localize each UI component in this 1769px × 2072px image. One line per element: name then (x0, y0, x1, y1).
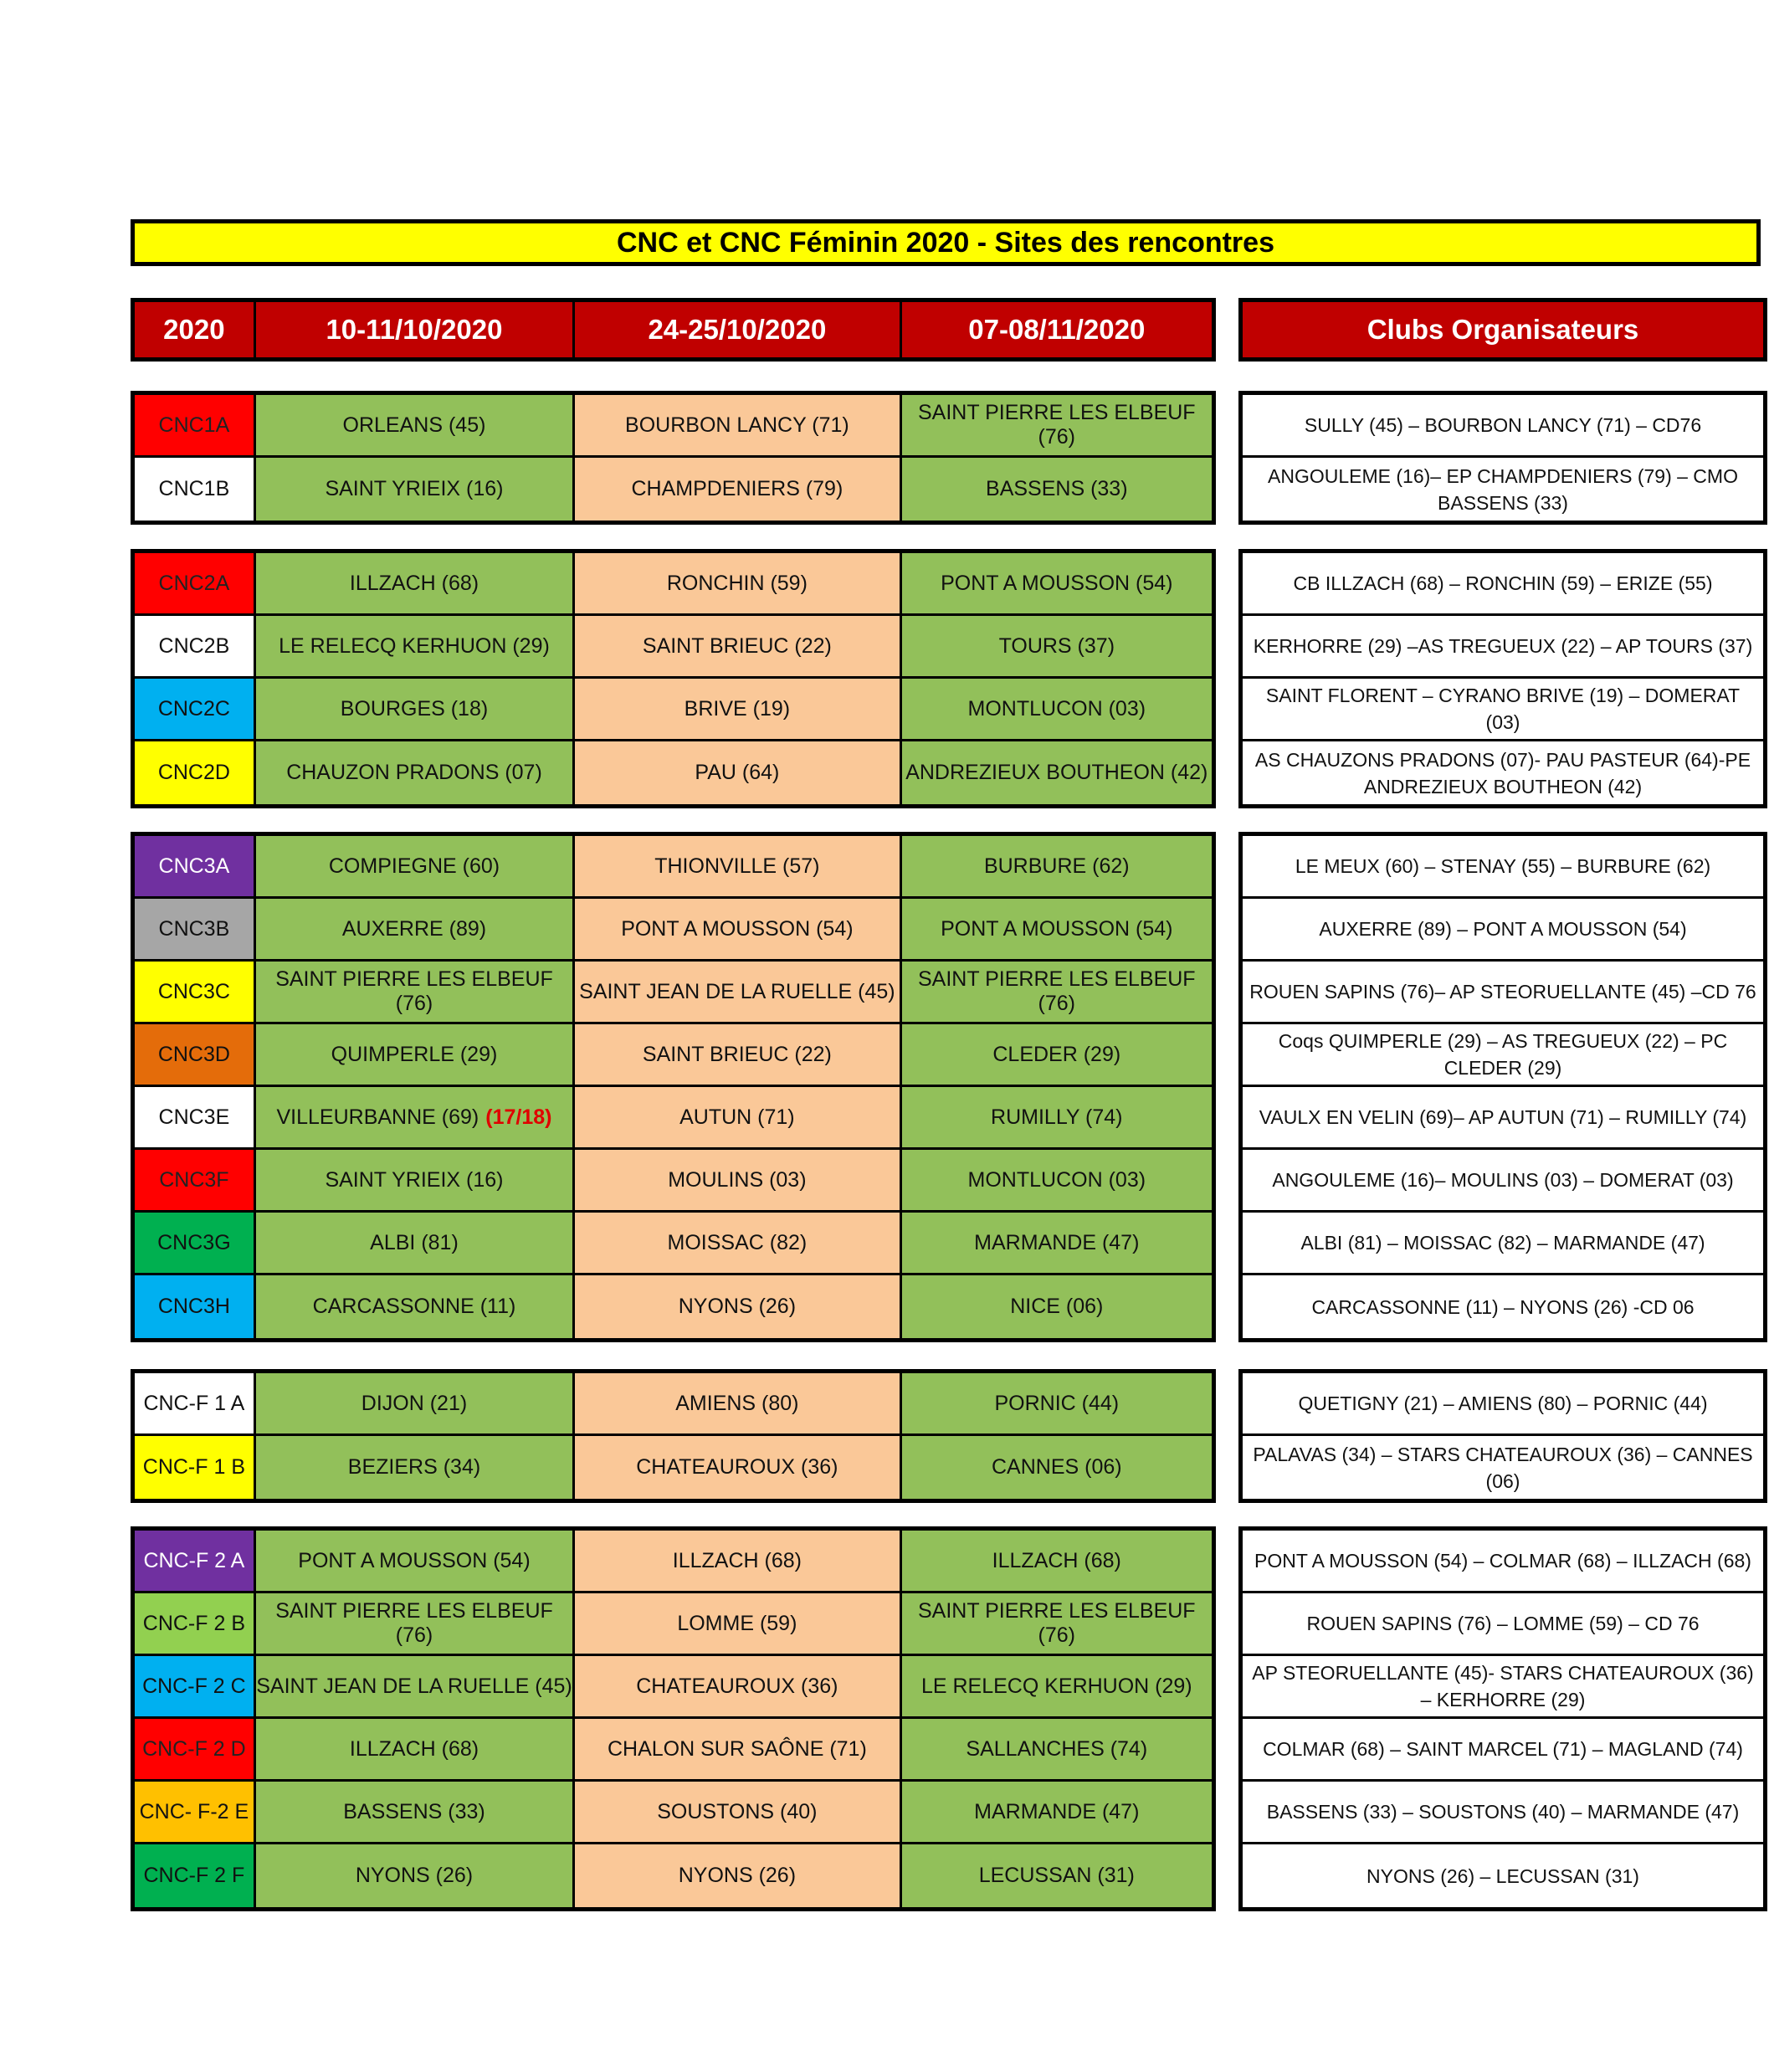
venue-date-3: SAINT PIERRE LES ELBEUF (76) (902, 962, 1212, 1022)
schedule-group (131, 832, 1216, 1342)
venue-date-2: SOUSTONS (40) (575, 1782, 901, 1842)
table-row (135, 836, 1212, 899)
table-row (135, 1782, 1212, 1844)
header-organizers: Clubs Organisateurs (1243, 302, 1763, 357)
organizer-clubs: BASSENS (33) – SOUSTONS (40) – MARMANDE (47) (1243, 1782, 1763, 1842)
organizers-row (1243, 1531, 1763, 1593)
venue-date-2: CHAMPDENIERS (79) (575, 458, 901, 521)
organizers-row (1243, 1373, 1763, 1436)
venue-name: QUIMPERLE (29) (331, 1042, 498, 1066)
organizers-row (1243, 1593, 1763, 1656)
header-year: 2020 (135, 302, 256, 357)
organizers-row (1243, 1436, 1763, 1499)
table-row (135, 1024, 1212, 1087)
header-date-1: 10-11/10/2020 (256, 302, 575, 357)
venue-name: BOURGES (18) (340, 696, 489, 721)
organizers-header (1238, 298, 1767, 362)
venue-name: SAINT JEAN DE LA RUELLE (45) (256, 1674, 572, 1698)
organizers-row (1243, 1150, 1763, 1213)
venue-date-3: ILLZACH (68) (902, 1531, 1212, 1591)
header-date-3: 07-08/11/2020 (902, 302, 1212, 357)
venue-date-2: PAU (64) (575, 741, 901, 804)
venue-date-1 (256, 836, 575, 896)
organizer-clubs: PONT A MOUSSON (54) – COLMAR (68) – ILLZACH (68) (1243, 1531, 1763, 1591)
organizers-row (1243, 1087, 1763, 1150)
organizer-clubs: CB ILLZACH (68) – RONCHIN (59) – ERIZE (55) (1243, 553, 1763, 613)
division-code: CNC-F 1 A (135, 1373, 256, 1433)
organizer-clubs: KERHORRE (29) –AS TREGUEUX (22) – AP TOURS (37) (1243, 616, 1763, 676)
table-row (135, 1087, 1212, 1150)
page-title: CNC et CNC Féminin 2020 - Sites des rencontres (131, 219, 1761, 266)
venue-date-1 (256, 395, 575, 455)
venue-date-1 (256, 679, 575, 739)
division-code: CNC-F 2 A (135, 1531, 256, 1591)
venue-note: (17/18) (485, 1105, 552, 1129)
venue-date-2: LOMME (59) (575, 1593, 901, 1654)
organizers-row (1243, 836, 1763, 899)
organizer-clubs: SAINT FLORENT – CYRANO BRIVE (19) – DOMERAT (03) (1243, 679, 1763, 739)
organizers-row (1243, 1844, 1763, 1907)
table-row (135, 458, 1212, 521)
division-code: CNC2D (135, 741, 256, 804)
division-code: CNC2B (135, 616, 256, 676)
venue-date-1 (256, 616, 575, 676)
organizer-clubs: AUXERRE (89) – PONT A MOUSSON (54) (1243, 899, 1763, 959)
organizers-row (1243, 1024, 1763, 1087)
organizer-clubs: VAULX EN VELIN (69)– AP AUTUN (71) – RUMILLY (74) (1243, 1087, 1763, 1147)
division-code: CNC3B (135, 899, 256, 959)
table-row (135, 553, 1212, 616)
venue-date-2: NYONS (26) (575, 1275, 901, 1338)
header-date-2: 24-25/10/2020 (575, 302, 901, 357)
division-code: CNC2A (135, 553, 256, 613)
venue-date-1 (256, 899, 575, 959)
venue-date-1 (256, 1087, 575, 1147)
table-row (135, 1213, 1212, 1275)
venue-date-2: ILLZACH (68) (575, 1531, 901, 1591)
venue-date-3: LE RELECQ KERHUON (29) (902, 1656, 1212, 1716)
table-row (135, 1373, 1212, 1436)
organizer-clubs: ALBI (81) – MOISSAC (82) – MARMANDE (47) (1243, 1213, 1763, 1273)
table-row (135, 1275, 1212, 1338)
venue-date-1 (256, 553, 575, 613)
organizers-row (1243, 395, 1763, 458)
venue-date-1 (256, 458, 575, 521)
schedule-group (131, 1526, 1216, 1911)
venue-date-3: BASSENS (33) (902, 458, 1212, 521)
division-code: CNC3F (135, 1150, 256, 1210)
venue-date-1 (256, 1213, 575, 1273)
venue-date-3: LECUSSAN (31) (902, 1844, 1212, 1907)
organizer-clubs: COLMAR (68) – SAINT MARCEL (71) – MAGLAND (74) (1243, 1719, 1763, 1779)
venue-date-3: CLEDER (29) (902, 1024, 1212, 1085)
venue-name: COMPIEGNE (60) (328, 854, 500, 878)
schedule-group (131, 391, 1216, 525)
schedule-header (131, 298, 1216, 362)
venue-name: ORLEANS (45) (342, 413, 486, 437)
venue-date-2: SAINT BRIEUC (22) (575, 1024, 901, 1085)
venue-date-2: CHATEAUROUX (36) (575, 1436, 901, 1499)
organizer-clubs: ANGOULEME (16)– EP CHAMPDENIERS (79) – CMO BASSENS (33) (1243, 458, 1763, 521)
venue-name: NYONS (26) (355, 1864, 474, 1887)
organizers-group (1238, 832, 1767, 1342)
division-code: CNC3G (135, 1213, 256, 1273)
venue-date-3: SAINT PIERRE LES ELBEUF (76) (902, 1593, 1212, 1654)
organizers-row (1243, 1656, 1763, 1719)
venue-date-3: MONTLUCON (03) (902, 679, 1212, 739)
organizers-row (1243, 1213, 1763, 1275)
venue-date-2: SAINT JEAN DE LA RUELLE (45) (575, 962, 901, 1022)
venue-name: SAINT YRIEIX (16) (325, 1167, 504, 1192)
division-code: CNC-F 1 B (135, 1436, 256, 1499)
division-code: CNC2C (135, 679, 256, 739)
table-row (135, 1593, 1212, 1656)
division-code: CNC-F 2 C (135, 1656, 256, 1716)
organizers-row (1243, 616, 1763, 679)
division-code: CNC3A (135, 836, 256, 896)
venue-date-1 (256, 1844, 575, 1907)
organizer-clubs: ROUEN SAPINS (76) – LOMME (59) – CD 76 (1243, 1593, 1763, 1654)
table-row (135, 395, 1212, 458)
organizers-row (1243, 679, 1763, 741)
venue-date-3: BURBURE (62) (902, 836, 1212, 896)
venue-date-3: PORNIC (44) (902, 1373, 1212, 1433)
venue-name: LE RELECQ KERHUON (29) (279, 633, 550, 658)
organizers-row (1243, 1782, 1763, 1844)
venue-name: ALBI (81) (370, 1230, 459, 1254)
table-row (135, 741, 1212, 804)
table-row (135, 1844, 1212, 1907)
venue-date-1 (256, 1593, 575, 1654)
organizer-clubs: PALAVAS (34) – STARS CHATEAUROUX (36) – CANNES (06) (1243, 1436, 1763, 1499)
venue-date-2: BRIVE (19) (575, 679, 901, 739)
organizer-clubs: NYONS (26) – LECUSSAN (31) (1243, 1844, 1763, 1907)
table-row (135, 1150, 1212, 1213)
venue-date-1 (256, 1656, 575, 1716)
venue-date-3: ANDREZIEUX BOUTHEON (42) (902, 741, 1212, 804)
venue-date-3: PONT A MOUSSON (54) (902, 553, 1212, 613)
organizers-group (1238, 1526, 1767, 1911)
venue-date-2: AUTUN (71) (575, 1087, 901, 1147)
table-row (135, 679, 1212, 741)
table-row (135, 1436, 1212, 1499)
organizers-row (1243, 899, 1763, 962)
division-code: CNC1B (135, 458, 256, 521)
venue-name: BASSENS (33) (343, 1799, 485, 1823)
venue-date-1 (256, 741, 575, 804)
venue-date-2: CHATEAUROUX (36) (575, 1656, 901, 1716)
organizers-row (1243, 1719, 1763, 1782)
organizers-row (1243, 1275, 1763, 1338)
venue-name: AUXERRE (89) (341, 916, 487, 941)
venue-date-3: MARMANDE (47) (902, 1782, 1212, 1842)
organizer-clubs: CARCASSONNE (11) – NYONS (26) -CD 06 (1243, 1275, 1763, 1338)
division-code: CNC3H (135, 1275, 256, 1338)
venue-date-1 (256, 962, 575, 1022)
venue-date-2: SAINT BRIEUC (22) (575, 616, 901, 676)
venue-date-2: NYONS (26) (575, 1844, 901, 1907)
organizers-group (1238, 1369, 1767, 1503)
organizer-clubs: ANGOULEME (16)– MOULINS (03) – DOMERAT (03) (1243, 1150, 1763, 1210)
organizer-clubs: Coqs QUIMPERLE (29) – AS TREGUEUX (22) – PC CLEDER (29) (1243, 1024, 1763, 1085)
table-row (135, 962, 1212, 1024)
venue-name: CHAUZON PRADONS (07) (286, 761, 542, 784)
organizer-clubs: AP STEORUELLANTE (45)- STARS CHATEAUROUX (36) – KERHORRE (29) (1243, 1656, 1763, 1716)
venue-date-3: MARMANDE (47) (902, 1213, 1212, 1273)
venue-date-3: NICE (06) (902, 1275, 1212, 1338)
schedule-group (131, 1369, 1216, 1503)
venue-date-2: RONCHIN (59) (575, 553, 901, 613)
venue-name: PONT A MOUSSON (54) (298, 1548, 531, 1572)
venue-name: ILLZACH (68) (349, 571, 479, 595)
organizers-row (1243, 458, 1763, 521)
division-code: CNC-F 2 B (135, 1593, 256, 1654)
organizer-clubs: QUETIGNY (21) – AMIENS (80) – PORNIC (44) (1243, 1373, 1763, 1433)
venue-name: SAINT PIERRE LES ELBEUF (76) (275, 1599, 553, 1647)
division-code: CNC3D (135, 1024, 256, 1085)
venue-date-3: PONT A MOUSSON (54) (902, 899, 1212, 959)
venue-date-3: RUMILLY (74) (902, 1087, 1212, 1147)
table-row (135, 616, 1212, 679)
table-row (135, 899, 1212, 962)
division-code: CNC3C (135, 962, 256, 1022)
organizer-clubs: LE MEUX (60) – STENAY (55) – BURBURE (62) (1243, 836, 1763, 896)
venue-name: SAINT PIERRE LES ELBEUF (76) (275, 967, 553, 1015)
venue-date-2: MOISSAC (82) (575, 1213, 901, 1273)
venue-date-2: BOURBON LANCY (71) (575, 395, 901, 455)
venue-date-2: AMIENS (80) (575, 1373, 901, 1433)
venue-date-1 (256, 1531, 575, 1591)
venue-date-2: MOULINS (03) (575, 1150, 901, 1210)
table-row (135, 1719, 1212, 1782)
organizers-group (1238, 391, 1767, 525)
venue-date-2: CHALON SUR SAÔNE (71) (575, 1719, 901, 1779)
venue-date-1 (256, 1150, 575, 1210)
venue-date-2: THIONVILLE (57) (575, 836, 901, 896)
venue-date-1 (256, 1024, 575, 1085)
venue-name: BEZIERS (34) (347, 1455, 481, 1479)
venue-date-1 (256, 1275, 575, 1338)
venue-name: ILLZACH (68) (349, 1736, 479, 1761)
venue-date-2: PONT A MOUSSON (54) (575, 899, 901, 959)
venue-date-3: MONTLUCON (03) (902, 1150, 1212, 1210)
schedule-group (131, 549, 1216, 808)
organizers-group (1238, 549, 1767, 808)
organizer-clubs: AS CHAUZONS PRADONS (07)- PAU PASTEUR (64)-PE ANDREZIEUX BOUTHEON (42) (1243, 741, 1763, 804)
venue-date-3: SALLANCHES (74) (902, 1719, 1212, 1779)
venue-name: DIJON (21) (361, 1391, 468, 1415)
venue-name: SAINT YRIEIX (16) (325, 477, 504, 500)
division-code: CNC-F 2 F (135, 1844, 256, 1907)
venue-name: VILLEURBANNE (69) (276, 1105, 479, 1129)
organizers-row (1243, 741, 1763, 804)
venue-date-1 (256, 1719, 575, 1779)
table-row (135, 1531, 1212, 1593)
division-code: CNC3E (135, 1087, 256, 1147)
venue-date-3: SAINT PIERRE LES ELBEUF (76) (902, 395, 1212, 455)
venue-date-3: CANNES (06) (902, 1436, 1212, 1499)
table-row (135, 1656, 1212, 1719)
organizers-row (1243, 553, 1763, 616)
venue-date-1 (256, 1436, 575, 1499)
organizer-clubs: SULLY (45) – BOURBON LANCY (71) – CD76 (1243, 395, 1763, 455)
division-code: CNC- F-2 E (135, 1782, 256, 1842)
division-code: CNC-F 2 D (135, 1719, 256, 1779)
organizers-row (1243, 962, 1763, 1024)
venue-date-1 (256, 1373, 575, 1433)
venue-date-1 (256, 1782, 575, 1842)
division-code: CNC1A (135, 395, 256, 455)
organizer-clubs: ROUEN SAPINS (76)– AP STEORUELLANTE (45) –CD 76 (1243, 962, 1763, 1022)
venue-date-3: TOURS (37) (902, 616, 1212, 676)
venue-name: CARCASSONNE (11) (312, 1295, 516, 1318)
